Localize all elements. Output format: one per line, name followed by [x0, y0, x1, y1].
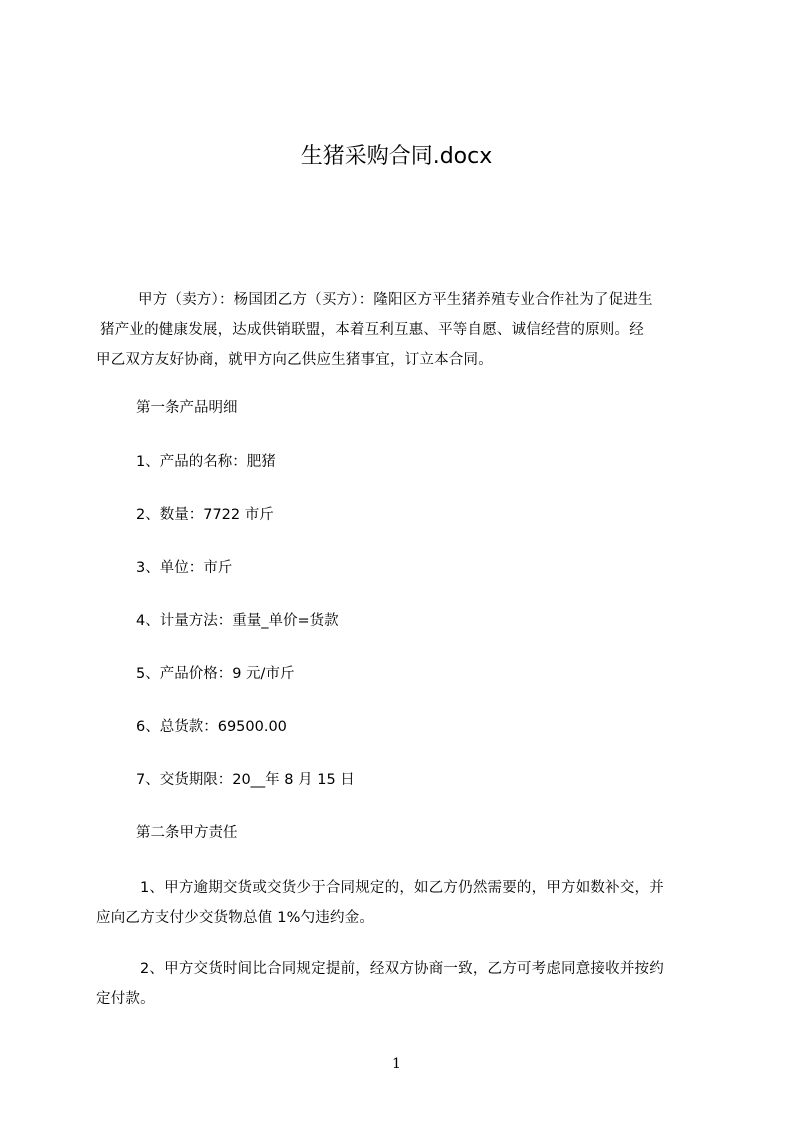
section2-clause-2 — [96, 954, 706, 1014]
section2-clause-1 — [96, 873, 706, 933]
clause-line: 2、甲方交货时间比合同规定提前，经双方协商一致，乙方可考虑同意接收并按约 — [140, 961, 664, 977]
quantity-item: 2、数量：7722 市斤 — [136, 507, 274, 523]
page-number: 1 — [392, 1056, 401, 1072]
delivery-date-item: 7、交货期限：20__年 8 月 15 日 — [136, 772, 355, 788]
measure-method-item: 4、计量方法：重量_单价=货款 — [136, 613, 339, 629]
clause-line: 1、甲方逾期交货或交货少于合同规定的，如乙方仍然需要的，甲方如数补交，并 — [140, 880, 664, 896]
price-item: 5、产品价格：9 元/市斤 — [136, 666, 295, 682]
intro-line: 猪产业的健康发展，达成供销联盟，本着互利互惠、平等自愿、诚信经营的原则。经 — [100, 322, 644, 338]
unit-item: 3、单位：市斤 — [136, 560, 233, 576]
clause-line: 定付款。 — [96, 991, 155, 1007]
section1-heading: 第一条产品明细 — [136, 400, 238, 416]
product-name-item: 1、产品的名称：肥猪 — [136, 454, 276, 470]
document-title: 生猪采购合同.docx — [300, 144, 493, 169]
intro-paragraph — [96, 285, 706, 375]
intro-line: 甲方（卖方）：杨国团乙方（买方）：隆阳区方平生猪养殖专业合作社为了促进生 — [138, 292, 653, 308]
section2-heading: 第二条甲方责任 — [136, 825, 238, 841]
intro-line: 甲乙双方友好协商，就甲方向乙供应生猪事宜，订立本合同。 — [96, 352, 493, 368]
clause-line: 应向乙方支付少交货物总值 1%勺违约金。 — [96, 910, 375, 926]
total-payment-item: 6、总货款：69500.00 — [136, 719, 287, 735]
